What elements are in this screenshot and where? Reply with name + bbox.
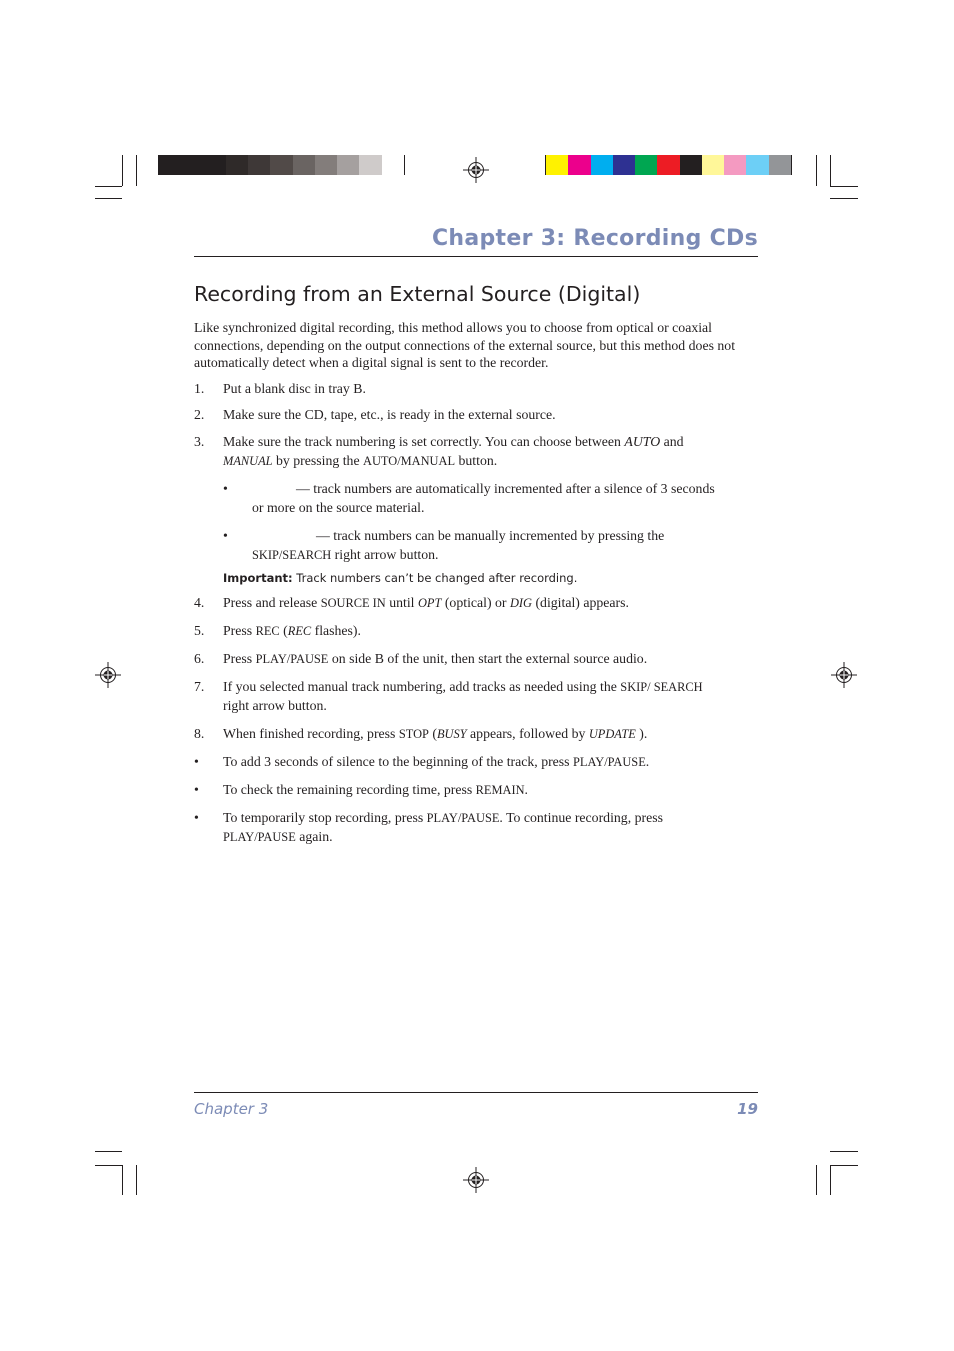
crop-mark [830,1151,858,1152]
crop-mark [95,198,122,199]
text-run: If you selected manual track numbering, add tracks as needed using the [223,679,621,694]
calibration-swatch [702,155,725,175]
calibration-swatch [546,155,569,175]
button-name: SOURCE IN [320,596,386,610]
crop-mark [830,155,831,186]
text-run: until [385,595,418,610]
text-run: by pressing the [272,452,364,468]
text-run: ). [635,726,648,741]
text-run: To check the remaining recording time, press [223,782,476,797]
calibration-swatch [746,155,769,175]
calibration-swatch [270,155,293,175]
calibration-swatch [613,155,636,175]
step-text [223,622,743,641]
text-run: appears, followed by [466,726,589,741]
calibration-swatch [635,155,658,175]
tip-text [223,781,743,800]
step-text [223,678,723,715]
chapter-rule [194,256,758,257]
step-text: Put a blank disc in tray B. [223,381,366,396]
calibration-swatch [724,155,747,175]
text-run: To temporarily stop recording, press [223,810,427,825]
text-run: When finished recording, press [223,726,399,741]
calibration-swatch [181,155,204,175]
gray-calibration-bar [158,155,405,175]
bullet: • [194,810,199,825]
step-text [223,433,743,470]
intro-paragraph: Like synchronized digital recording, this method allows you to choose from optical or coaxial connections, depending on the output connections of the external source, but this method does not automatically detect when a digital signal is sent to the recorder. [194,320,736,370]
footer-chapter: Chapter 3 [194,1100,269,1118]
calibration-swatch [248,155,271,175]
step-text: Make sure the CD, tape, etc., is ready in the external source. [223,407,556,422]
bullet-text [252,527,722,564]
button-name: PLAY/PAUSE [426,811,500,825]
text-run: Press [223,651,256,666]
chapter-title: Chapter 3: Recording CDs [431,226,758,251]
crop-mark [830,1165,831,1195]
step-text [223,594,743,613]
text-run: — track numbers are automatically incremented after a silence of 3 seconds or more on the source material. [252,481,715,515]
section-title: Recording from an External Source (Digital) [194,282,641,306]
crop-mark [136,1165,137,1195]
step-number: 5. [194,623,205,638]
text-run: ( [428,726,437,741]
calibration-swatch [680,155,703,175]
calibration-swatch [769,155,792,175]
page-number: 19 [737,1100,758,1118]
mode-manual: MANUAL [223,453,273,468]
crop-mark [95,1165,122,1166]
registration-mark-icon [463,1167,489,1193]
text-run: flashes). [311,623,361,638]
button-name: REC [255,624,280,638]
bullet: • [194,754,199,769]
calibration-swatch [315,155,338,175]
calibration-swatch [204,155,227,175]
calibration-swatch [226,155,249,175]
text-run: ( [279,623,288,638]
button-name: SKIP/SEARCH [252,547,332,562]
crop-mark [95,1151,122,1152]
text-run: . [524,782,528,797]
text-run: Make sure the track numbering is set correctly. You can choose between [223,434,625,449]
text-run: . [645,754,650,769]
calibration-swatch [159,155,182,175]
mode-auto: AUTO [624,434,661,449]
button-name: PLAY/PAUSE [223,829,296,844]
display-update: UPDATE [588,727,636,741]
crop-mark [816,1165,817,1195]
step-number: 2. [194,407,205,422]
calibration-swatch [657,155,680,175]
crop-mark [95,186,122,187]
footer-rule [194,1092,758,1093]
important-label: Important: [223,571,293,585]
crop-mark [122,155,123,186]
step-number: 7. [194,679,205,694]
text-run: — track numbers can be manually incremented by pressing the [316,528,665,543]
crop-mark [122,1165,123,1195]
text-run: right arrow button. [223,697,327,713]
button-name: STOP [398,727,429,741]
tip-text [223,809,733,846]
crop-mark [816,155,817,186]
bullet: • [194,782,199,797]
bullet: • [223,528,228,543]
calibration-swatch [337,155,360,175]
crop-mark [830,198,858,199]
display-busy: BUSY [436,727,467,741]
text-run: and [660,434,684,449]
step-number: 8. [194,726,205,741]
text-run: Press [223,623,256,638]
calibration-swatch [591,155,614,175]
step-number: 4. [194,595,205,610]
color-calibration-bar [545,155,792,175]
text-run: To add 3 seconds of silence to the beginning of the track, press [223,754,573,769]
crop-mark [136,155,137,186]
display-dig: DIG [509,596,532,610]
step-number: 3. [194,434,205,449]
button-name: PLAY/PAUSE [255,652,329,666]
display-rec: REC [287,624,312,638]
crop-mark [830,186,858,187]
text-run: on side B of the unit, then start the external source audio. [328,651,648,666]
crop-mark [830,1165,858,1166]
text-run: button. [455,452,498,468]
step-text [223,650,743,669]
text-run: again. [295,828,333,844]
button-name: REMAIN [475,783,525,797]
tip-text [223,753,743,772]
registration-mark-icon [831,662,857,688]
text-run: (optical) or [441,595,510,610]
button-name: PLAY/PAUSE [573,755,646,769]
text-run: right arrow button. [331,546,439,562]
step-number: 6. [194,651,205,666]
calibration-swatch [382,155,405,175]
step-text [223,725,743,744]
registration-mark-icon [95,662,121,688]
text-run: (digital) appears. [532,595,629,610]
calibration-swatch [293,155,316,175]
text-run: . To continue recording, press [499,810,663,825]
display-opt: OPT [417,596,442,610]
important-note [223,571,577,585]
registration-mark-icon [463,157,489,183]
step-number: 1. [194,381,205,396]
button-name: SKIP/ SEARCH [620,680,703,694]
button-name: AUTO/MANUAL [363,453,456,468]
important-text: Track numbers can’t be changed after recording. [292,571,578,585]
bullet-text [252,480,722,517]
text-run: Press and release [223,595,321,610]
calibration-swatch [359,155,382,175]
calibration-swatch [568,155,591,175]
bullet: • [223,481,228,496]
